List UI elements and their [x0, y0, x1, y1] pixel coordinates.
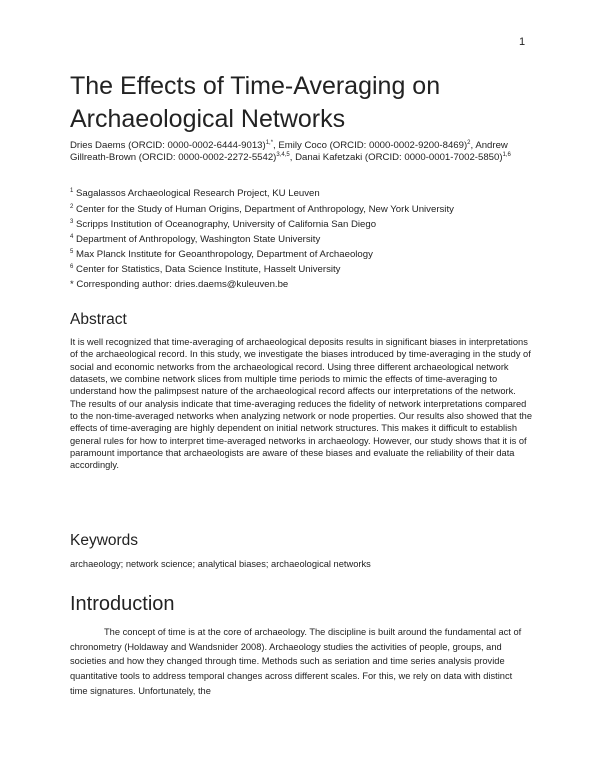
abstract-heading: Abstract — [70, 311, 127, 328]
corresponding-author: * Corresponding author: dries.daems@kuleuven.be — [70, 279, 289, 290]
introduction-text: The concept of time is at the core of archaeology. The discipline is built around the fundamental act of chronometry (Holdaway and Wandsnider 2008). Archaeology studies the activities of people, groups, and societies and how they changed through time. Methods such as seriation and time series analysis provide quantitative tools to address temporal changes across different scales. For this, we rely on data with distinct time signatures. Unfortunately, the — [70, 627, 522, 696]
author: Andrew Gillreath-Brown (ORCID: 0000-0002-2272-5542)$^{3,4,5}$, — [70, 140, 508, 164]
affiliation: $^3$ Scripps Institution of Oceanography, University of California San Diego — [70, 219, 377, 230]
introduction-heading: Introduction — [70, 593, 175, 615]
affiliation: $^4$ Department of Anthropology, Washington State University — [70, 234, 321, 245]
page-number: 1 — [519, 36, 526, 48]
affiliation: $^2$ Center for the Study of Human Origins, Department of Anthropology, New York University — [70, 204, 454, 215]
affiliation: $^5$ Max Planck Institute for Geoanthropology, Department of Archaeology — [70, 249, 373, 260]
author-list — [70, 140, 540, 165]
keywords-heading: Keywords — [70, 532, 139, 549]
affiliation: $^6$ Center for Statistics, Data Science Institute, Hasselt University — [70, 264, 341, 275]
author: Emily Coco (ORCID: 0000-0002-9200-8469)$^2$, — [278, 140, 476, 151]
paper-title: The Effects of Time-Averaging on Archaeological Networks — [70, 72, 441, 133]
author: Danai Kafetzaki (ORCID: 0000-0001-7002-5850)$^{1,6}$ — [295, 152, 511, 164]
abstract-text: It is well recognized that time-averaging of archaeological deposits results in significant biases in interpretations of the archaeological record. In this study, we investigate the biases introduced by time-averaging in the study of social and economic networks from the archaeological record. Using three different archaeological network datasets, we combine network slices from multiple time periods to mimic the effects of time-averaging to understand how the palimpsest nature of the archaeological record affects our interpretations of the network. The results of our analysis indicate that time-averaging reduces the fidelity of network interpretations compared to the non-time-averaged networks when analyzing network or node properties. Our results also showed that the effects of time-averaging are highly dependent on initial network structures. This makes it difficult to establish general rules for how to interpret time-averaged networks in archaeology. However, our study shows that it is of paramount importance that archaeologists are aware of these biases and evaluate the reliability of their data accordingly. — [70, 337, 532, 471]
affiliation: $^1$ Sagalassos Archaeological Research Project, KU Leuven — [70, 188, 320, 199]
author: Dries Daems (ORCID: 0000-0002-6444-9013)$^{1,*}$, — [70, 140, 279, 151]
keywords-text: archaeology; network science; analytical biases; archaeological networks — [70, 559, 371, 569]
